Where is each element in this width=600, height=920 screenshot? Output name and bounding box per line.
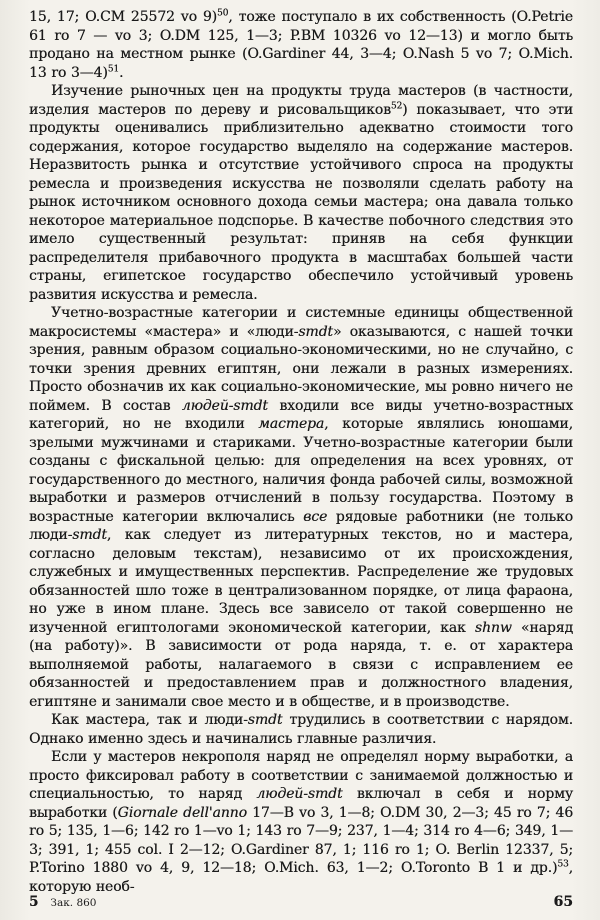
paragraph xyxy=(29,304,573,711)
text-segment: Учетно-возрастные категории и системные единицы общественной макросистемы «мастера» и «люди- xyxy=(29,305,573,340)
text-segment: , тоже поступало в их собственность (O.Petrie 61 ro 7 — vo 3; O.DM 125, 1—3; P.BM 10326 vo 12—13) и могло быть продано на местном рынке (O.Gardiner 44, 3—4; O.Nash 5 vo 7; O.Mich. 13 ro 3—4) xyxy=(29,9,573,81)
text-segment: shnw xyxy=(474,619,512,636)
footnote-marker: 53 xyxy=(557,859,569,870)
text-segment: рядовые работники (не только люди- xyxy=(29,508,574,543)
text-segment: smdt xyxy=(72,527,107,543)
footnote-marker: 52 xyxy=(390,100,403,111)
text-segment: входили все виды учетно-возрастных категорий, но не входили xyxy=(29,397,573,432)
text-segment: , которые являлись юношами, зрелыми мужчинами и стариками. Учетно-возрастные категории были созданы с фискальной целью: для определения на всех уровнях, от государственного до местного, наличия фонда рабочей силы, возможной выработки и размеров отчислений в пользу государства. Поэтому в возрастные категории включались xyxy=(29,416,573,525)
text-segment: smdt xyxy=(247,712,283,728)
text-segment: людей-smdt xyxy=(256,786,343,802)
text-segment: Как мастера, так и люди- xyxy=(51,712,248,728)
page-footer xyxy=(29,894,573,910)
paragraph xyxy=(29,8,573,82)
signature-number: 5 xyxy=(29,894,39,910)
text-segment: , которую необ- xyxy=(29,860,573,895)
text-segment: «наряд (на работу)». В зависимости от рода наряда, т. е. от характера выполняемой работы, налагаемого в связи с исправлением ее обязанностей и предоставлением прав и должностного владения, египтяне и занимали свое место и в обществе, и в производстве. xyxy=(29,619,573,710)
text-segment: включал в себя и норму выработки ( xyxy=(29,786,574,821)
text-segment: , как следует из литературных текстов, но и мастера, согласно деловым текстам), независимо от их происхождения, служебных и имущественных перспектив. Распределение же трудовых обязанностей шло тоже в централизованном порядке, от лица фараона, но уже в ином плане. Здесь все зависело от такой совершенно не изученной египтологами экономической категории, как xyxy=(29,527,573,636)
footnote-marker: 51 xyxy=(107,63,119,74)
text-segment: Изучение рыночных цен на продукты труда мастеров (в частности, изделия мастеров по дереву и рисовальщиков xyxy=(29,83,573,118)
text-block xyxy=(29,8,573,896)
text-segment: 15, 17; O.CM 25572 vo 9) xyxy=(29,9,218,25)
text-segment: все xyxy=(303,508,328,525)
printing-order-mark: Зак. 860 xyxy=(50,897,97,909)
footnote-marker: 50 xyxy=(217,8,229,19)
text-segment: 17—B vo 3, 1—8; O.DM 30, 2—3; 45 ro 7; 46 ro 5; 135, 1—6; 142 ro 1—vo 1; 143 ro 7—9; 237, 1—4; 314 ro 4—6; 349, 1—3; 391, 1; 455 col. I 2—12; O.Gardiner 87, 1; 116 ro 1; O. Berlin 12337, 5; P.Torino 1880 vo 4, 9, 12—18; O.Mich. 63, 1—2; O.Toronto B 1 и др.) xyxy=(29,804,574,876)
paragraph xyxy=(29,711,573,748)
text-segment: . xyxy=(118,64,124,81)
paragraph xyxy=(29,748,573,896)
paragraph xyxy=(29,82,573,304)
text-segment: людей-smdt xyxy=(181,397,268,414)
footer-left xyxy=(29,894,97,910)
page-number: 65 xyxy=(553,894,573,910)
text-segment: Giornale dell'anno xyxy=(117,804,247,821)
text-segment: мастера xyxy=(258,416,325,432)
text-segment: трудились в соответствии с нарядом. Однако именно здесь и начинались главные различия. xyxy=(29,712,573,747)
text-segment: » оказываются, с нашей точки зрения, равным образом социально-экономическими, но не случайно, с точки зрения древних египтян, они лежали в разных измерениях. Просто обозначив их как социально-экономические, мы ровно ничего не поймем. В состав xyxy=(29,323,573,414)
text-segment: ) показывает, что эти продукты оценивались приблизительно адекватно стоимости того содержания, которое государство выделяло на содержание мастеров. Неразвитость рынка и отсутствие устойчивого спроса на продукты ремесла и произведения искусства не позволяли сделать работу на рынок источником основного дохода семьи мастера; она давала только некоторое материальное подспорье. В качестве побочного следствия это имело существенный результат: приняв на себя функции распределителя прибавочного продукта в масштабах большей части страны, египетское государство обеспечило устойчивый уровень развития искусства и ремесла. xyxy=(29,101,574,303)
text-segment: Если у мастеров некрополя наряд не определял норму выработки, а просто фиксировал работу в соответствии с занимаемой должностью и специальностью, то наряд xyxy=(29,749,573,802)
text-segment: smdt xyxy=(298,323,333,340)
